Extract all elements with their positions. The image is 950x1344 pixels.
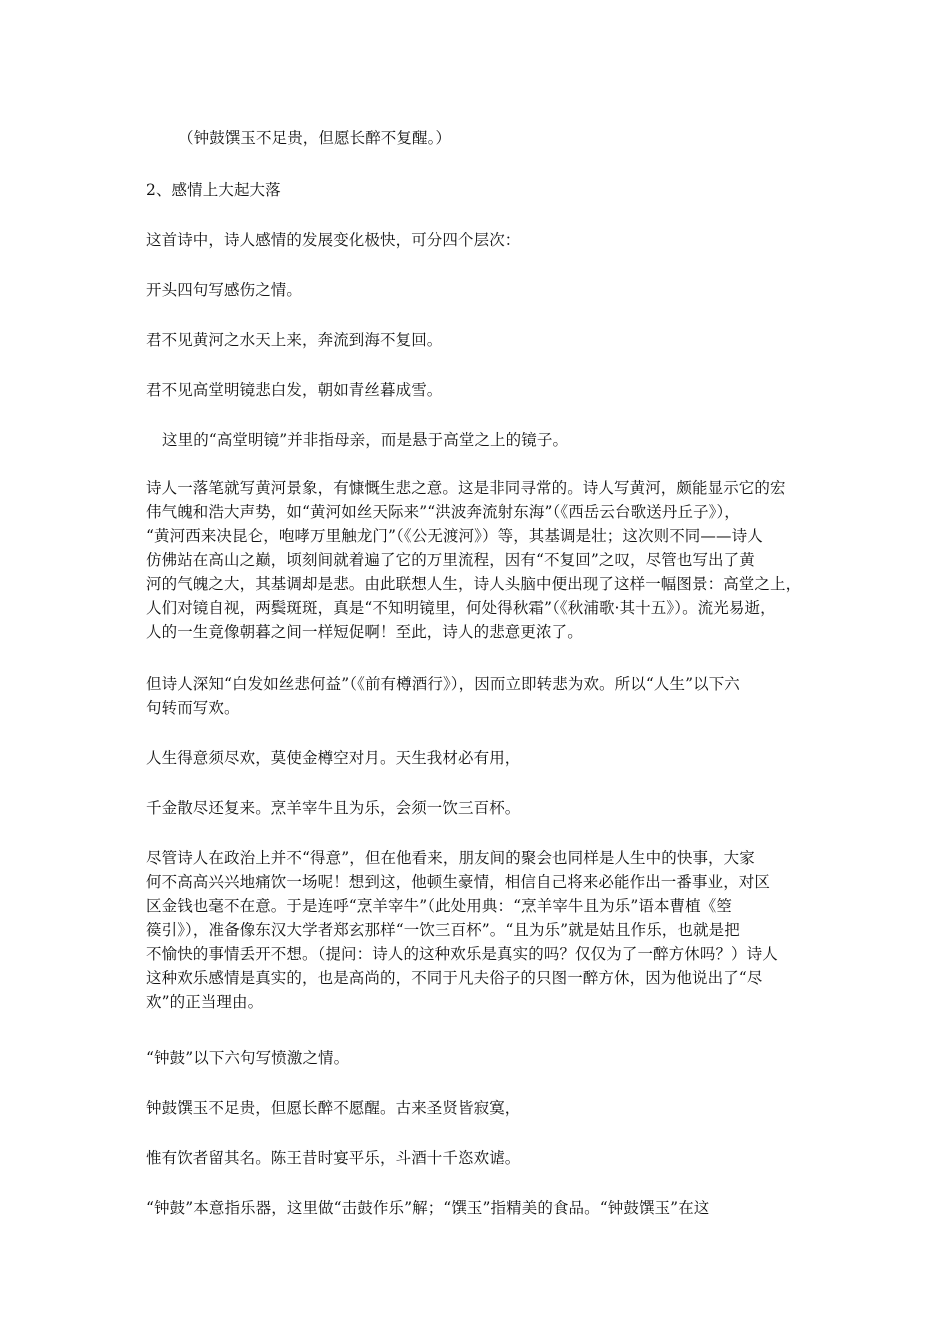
text-line: 君不见黄河之水天上来，奔流到海不复回。 — [146, 331, 443, 349]
paragraph-bracketed-quote — [178, 126, 838, 150]
text-line: 句转而写欢。 — [146, 699, 240, 717]
text-line: 开头四句写感伤之情。 — [146, 281, 303, 299]
text-line: 千金散尽还复来。烹羊宰牛且为乐，会须一饮三百杯。 — [146, 799, 521, 817]
text-line: （钟鼓馔玉不足贵，但愿长醉不复醒。） — [178, 129, 452, 147]
text-line: 这里的“高堂明镜”并非指母亲，而是悬于高堂之上的镜子。 — [162, 431, 569, 449]
text-line: 君不见高堂明镜悲白发，朝如青丝暮成雪。 — [146, 381, 443, 399]
poem-line — [146, 796, 806, 820]
text-line: 仿佛站在高山之巅，顷刻间就着遍了它的万里流程，因有“不复回”之叹，尽管也写出了黄 — [146, 551, 755, 569]
paragraph-turn-to-joy — [146, 672, 806, 720]
text-line: 但诗人深知“白发如丝悲何益”（《前有樽酒行》），因而立即转悲为欢。所以“人生”以下六 — [146, 675, 740, 693]
text-line: “黄河西来决昆仑，咆哮万里触龙门”（《公无渡河》）等，其基调是壮；这次则不同——诗人 — [146, 527, 763, 545]
paragraph-layer-one — [146, 278, 806, 302]
paragraph-joy-analysis — [146, 846, 806, 1014]
text-line: 惟有饮者留其名。陈王昔时宴平乐，斗酒十千恣欢谑。 — [146, 1149, 521, 1167]
poem-line — [146, 746, 806, 770]
text-line: 欢”的正当理由。 — [146, 993, 264, 1011]
text-line: 人生得意须尽欢，莫使金樽空对月。天生我材必有用， — [146, 749, 521, 767]
paragraph-bell-drum-note — [146, 1196, 806, 1220]
text-line: 钟鼓馔玉不足贵，但愿长醉不愿醒。古来圣贤皆寂寞， — [146, 1099, 521, 1117]
poem-line — [146, 1146, 806, 1170]
text-line: 伟气魄和浩大声势，如“黄河如丝天际来”“洪波奔流射东海”（《西岳云台歌送丹丘子》）， — [146, 503, 740, 521]
text-line: 何不高高兴兴地痛饮一场呢！想到这，他顿生豪情，相信自己将来必能作出一番事业，对区 — [146, 873, 771, 891]
paragraph-intro — [146, 228, 806, 252]
text-line: 2、感情上大起大落 — [146, 181, 281, 199]
text-line: 这种欢乐感情是真实的，也是高尚的，不同于凡夫俗子的只图一醉方休，因为他说出了“尽 — [146, 969, 763, 987]
text-line: 篌引》），准备像东汉大学者郑玄那样“一饮三百杯”。“且为乐”就是姑且作乐，也就是把 — [146, 921, 740, 939]
paragraph-layer-three — [146, 1046, 806, 1070]
poem-line — [146, 1096, 806, 1120]
text-line: 区金钱也毫不在意。于是连呼“烹羊宰牛”（此处用典：“烹羊宰牛且为乐”语本曹植《箜 — [146, 897, 732, 915]
text-line: 人们对镜自视，两鬓斑斑，真是“不知明镜里，何处得秋霜”（《秋浦歌·其十五》）。流光易逝， — [146, 599, 776, 617]
text-line: 人的一生竟像朝暮之间一样短促啊！至此，诗人的悲意更浓了。 — [146, 623, 583, 641]
poem-line — [146, 328, 806, 352]
text-line: 尽管诗人在政治上并不“得意”，但在他看来，朋友间的聚会也同样是人生中的快事，大家 — [146, 849, 755, 867]
paragraph-yellow-river — [146, 476, 806, 644]
text-line: 河的气魄之大，其基调却是悲。由此联想人生，诗人头脑中便出现了这样一幅图景：高堂之上， — [146, 575, 802, 593]
poem-line — [146, 378, 806, 402]
text-line: 这首诗中，诗人感情的发展变化极快，可分四个层次： — [146, 231, 521, 249]
text-line: 不愉快的事情丢开不想。（提问：诗人的这种欢乐是真实的吗？仅仅为了一醉方休吗？）诗人 — [146, 945, 778, 963]
text-line: 诗人一落笔就写黄河景象，有慷慨生悲之意。这是非同寻常的。诗人写黄河，颇能显示它的宏 — [146, 479, 786, 497]
text-line: “钟鼓”以下六句写愤激之情。 — [146, 1049, 350, 1067]
text-line: “钟鼓”本意指乐器，这里做“击鼓作乐”解；“馔玉”指精美的食品。“钟鼓馔玉”在这 — [146, 1199, 710, 1217]
paragraph-mirror-note — [162, 428, 822, 452]
section-heading — [146, 178, 806, 202]
